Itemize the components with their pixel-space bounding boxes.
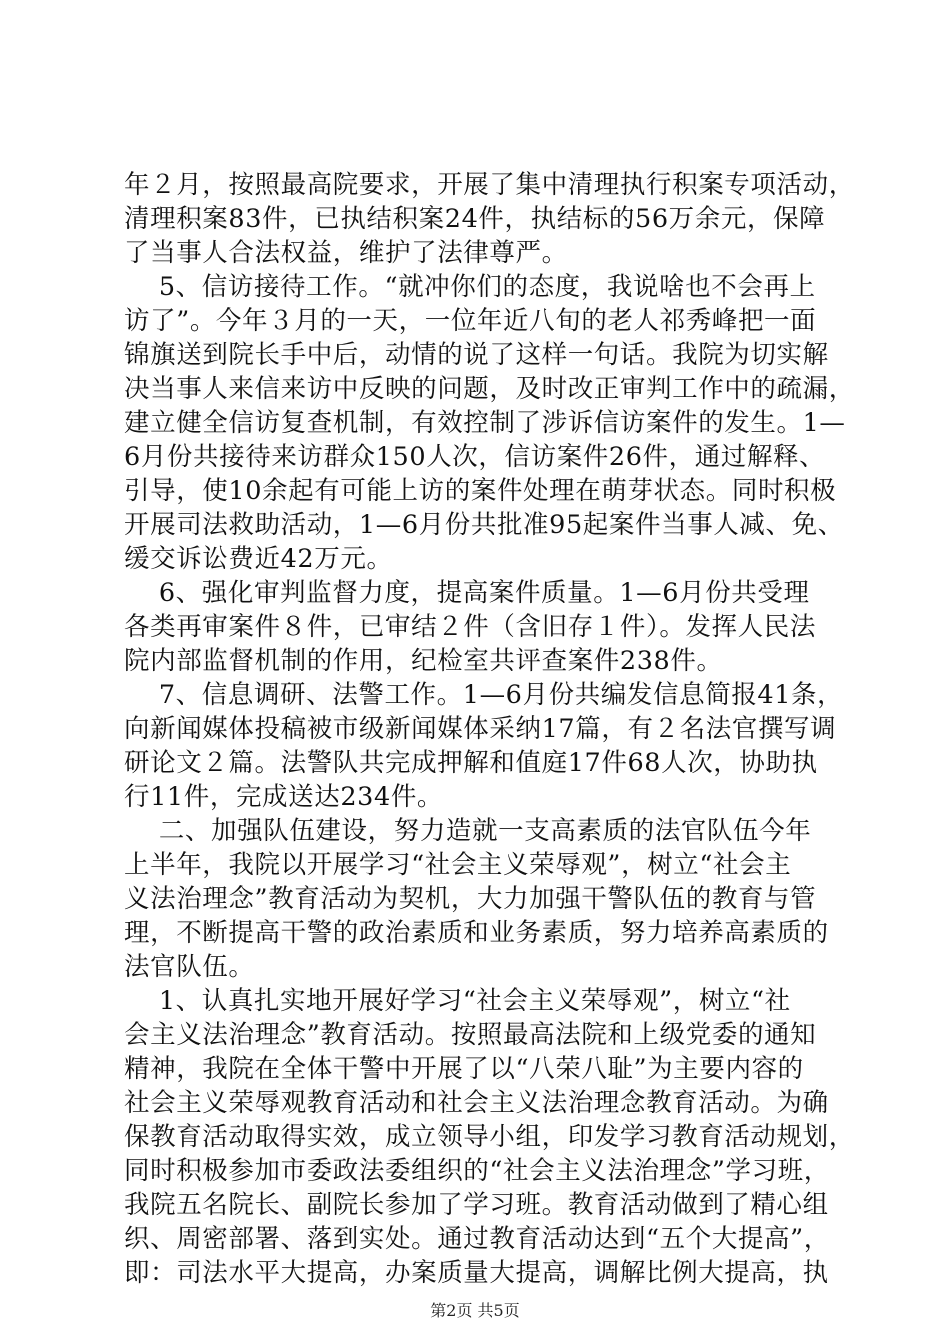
text-line: 会主义法治理念”教育活动。按照最高法院和上级党委的通知 bbox=[124, 1020, 817, 1050]
text-line: 行11件，完成送达234件。 bbox=[124, 782, 444, 812]
text-line: 6月份共接待来访群众150人次，信访案件26件，通过解释、 bbox=[124, 442, 826, 472]
text-line: 织、周密部署、落到实处。通过教育活动达到“五个大提高”， bbox=[124, 1224, 830, 1254]
text-line: 社会主义荣辱观教育活动和社会主义法治理念教育活动。为确 bbox=[124, 1088, 829, 1118]
text-line: 1、认真扎实地开展好学习“社会主义荣辱观”，树立“社 bbox=[124, 986, 791, 1016]
text-line: 7、信息调研、法警工作。1—6月份共编发信息简报41条， bbox=[124, 680, 844, 710]
page-number-footer: 第2页 共5页 bbox=[430, 1301, 520, 1320]
text-line: 院内部监督机制的作用，纪检室共评查案件238件。 bbox=[124, 646, 723, 676]
text-line: 研论文２篇。法警队共完成押解和值庭17件68人次，协助执 bbox=[124, 748, 818, 778]
text-line: 缓交诉讼费近42万元。 bbox=[124, 544, 393, 574]
text-line: 向新闻媒体投稿被市级新闻媒体采纳17篇，有２名法官撰写调 bbox=[124, 714, 837, 744]
text-line: 年２月，按照最高院要求，开展了集中清理执行积案专项活动， bbox=[124, 170, 855, 200]
text-line: 精神，我院在全体干警中开展了以“八荣八耻”为主要内容的 bbox=[124, 1054, 804, 1084]
text-line: 二、加强队伍建设，努力造就一支高素质的法官队伍今年 bbox=[124, 816, 812, 846]
text-line: 建立健全信访复查机制，有效控制了涉诉信访案件的发生。1— bbox=[124, 408, 846, 438]
text-line: 访了”。今年３月的一天，一位年近八旬的老人祁秀峰把一面 bbox=[124, 306, 817, 336]
text-line: 理，不断提高干警的政治素质和业务素质，努力培养高素质的 bbox=[124, 918, 829, 948]
text-line: 开展司法救助活动，1—6月份共批准95起案件当事人减、免、 bbox=[124, 510, 844, 540]
text-line: 即：司法水平大提高，办案质量大提高，调解比例大提高，执 bbox=[124, 1258, 829, 1288]
text-line: 我院五名院长、副院长参加了学习班。教育活动做到了精心组 bbox=[124, 1190, 829, 1220]
text-line: 5、信访接待工作。“就冲你们的态度，我说啥也不会再上 bbox=[124, 272, 816, 302]
text-line: 决当事人来信来访中反映的问题，及时改正审判工作中的疏漏， bbox=[124, 374, 855, 404]
text-line: 保教育活动取得实效，成立领导小组，印发学习教育活动规划， bbox=[124, 1122, 855, 1152]
text-line: 上半年，我院以开展学习“社会主义荣辱观”，树立“社会主 bbox=[124, 850, 792, 880]
text-line: 同时积极参加市委政法委组织的“社会主义法治理念”学习班， bbox=[124, 1156, 830, 1186]
text-line: 6、强化审判监督力度，提高案件质量。1—6月份共受理 bbox=[124, 578, 810, 608]
text-line: 各类再审案件８件，已审结２件（含旧存１件）。发挥人民法 bbox=[124, 612, 816, 642]
text-line: 了当事人合法权益，维护了法律尊严。 bbox=[124, 238, 568, 268]
text-line: 锦旗送到院长手中后，动情的说了这样一句话。我院为切实解 bbox=[124, 340, 829, 370]
text-line: 义法治理念”教育活动为契机，大力加强干警队伍的教育与管 bbox=[124, 884, 817, 914]
text-line: 法官队伍。 bbox=[124, 952, 255, 982]
text-line: 清理积案83件，已执结积案24件，执结标的56万余元，保障 bbox=[124, 204, 826, 234]
text-line: 引导，使10余起有可能上访的案件处理在萌芽状态。同时积极 bbox=[124, 476, 837, 506]
